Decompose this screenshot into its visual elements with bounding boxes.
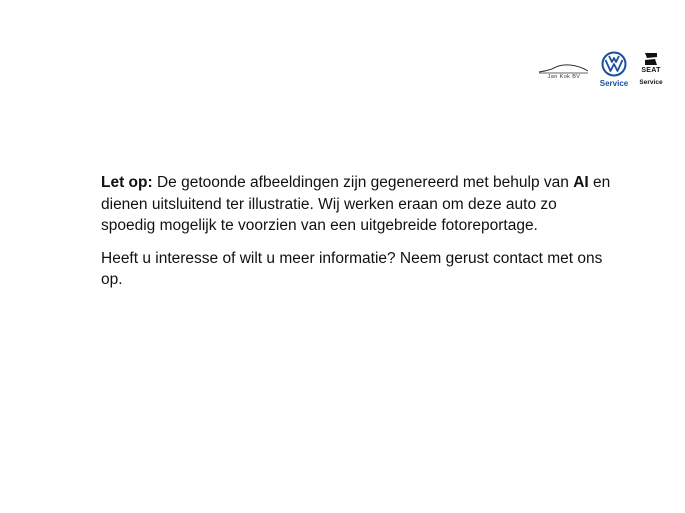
seat-brand-text: SEAT (641, 67, 661, 74)
dealer-name: Jan Kok BV (547, 74, 581, 80)
seat-service-label: Service (639, 79, 663, 86)
seat-service-logo (636, 50, 666, 90)
car-silhouette-icon (538, 62, 590, 74)
notice-text-part1: De getoonde afbeeldingen zijn gegenereerd met behulp van (152, 174, 574, 191)
ai-label: AI (573, 174, 589, 191)
vw-service-label: Service (599, 79, 629, 88)
vw-emblem-icon (601, 51, 627, 77)
notice-lead-label: Let op: (101, 174, 153, 191)
dealer-logo (536, 62, 592, 84)
vw-service-logo (598, 50, 630, 90)
ai-disclaimer-paragraph (101, 172, 611, 237)
header-logos (536, 50, 666, 92)
seat-emblem-icon (644, 52, 658, 66)
contact-paragraph: Heeft u interesse of wilt u meer informatie? Neem gerust contact met ons op. (101, 249, 603, 288)
notice-text-part2: en dienen uitsluitend ter illustratie. Wij werken eraan om deze auto zo spoedig mogelijk te voorzien van een uitgebreide fotoreportage. (101, 174, 611, 234)
notice-content (101, 172, 611, 302)
